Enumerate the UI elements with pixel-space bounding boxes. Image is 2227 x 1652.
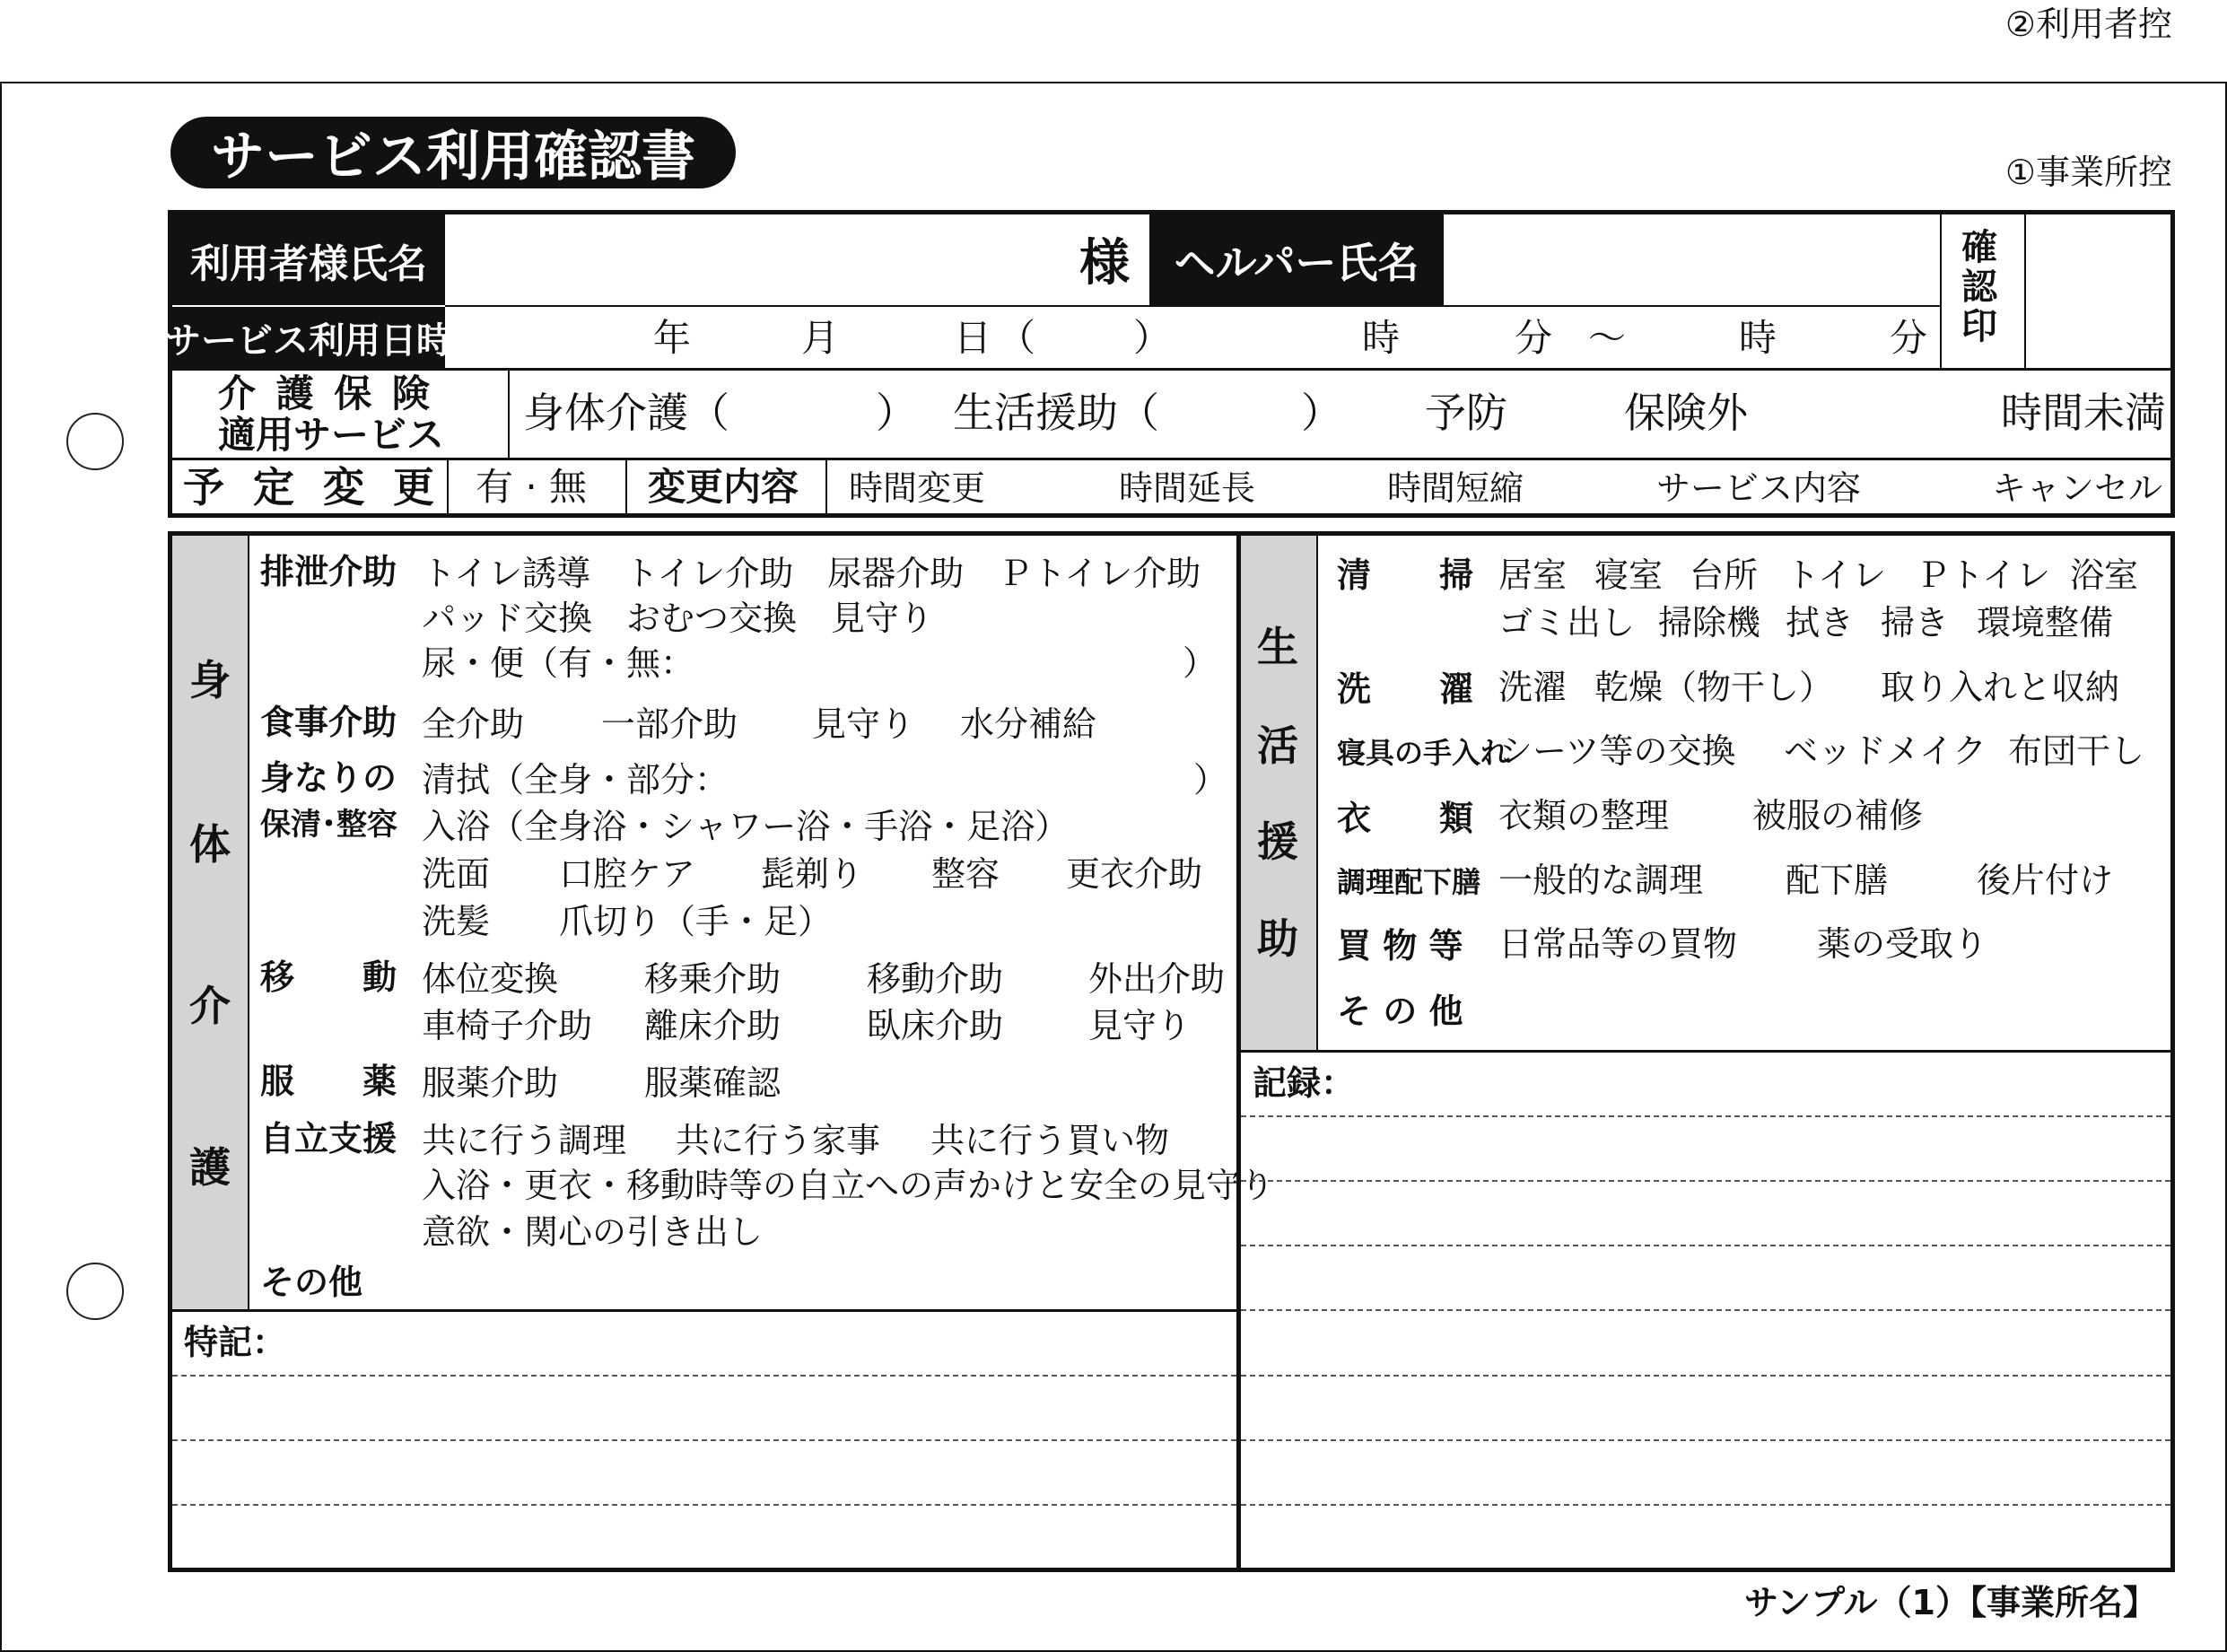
user-name-label: 利用者様氏名	[172, 214, 445, 305]
punch-hole-top	[66, 413, 124, 470]
cooking-item[interactable]: 後片付け	[1977, 861, 2114, 900]
section-char: 助	[1257, 914, 1298, 963]
meal-label: 食事介助	[260, 703, 397, 742]
independence-item[interactable]: 共に行う調理	[422, 1121, 627, 1160]
hygiene-item[interactable]: 髭剃り	[761, 854, 864, 894]
cooking-label: 調理配下膳	[1337, 865, 1481, 899]
year-unit: 年	[653, 316, 692, 360]
plan-change-label: 予 定 変 更	[183, 463, 442, 511]
cleaning-item[interactable]: 居室	[1498, 555, 1568, 595]
physical-care-close: ）	[876, 389, 917, 437]
movement-item[interactable]: 車椅子介助	[422, 1006, 593, 1045]
excretion-line2[interactable]: パッド交換 おむつ交換 見守り	[422, 599, 934, 638]
form-title: サービス利用確認書	[170, 117, 736, 188]
cleaning-item[interactable]: Ｐトイレ	[1916, 555, 2051, 595]
shorten-time-option[interactable]: 時間短縮	[1387, 468, 1524, 508]
cleaning-item[interactable]: 寝室	[1594, 555, 1664, 595]
copy-label-office: ①事業所控	[2004, 153, 2172, 192]
independence-item[interactable]: 共に行う買い物	[930, 1121, 1170, 1160]
meal-item[interactable]: 見守り	[812, 704, 915, 744]
section-char: 介	[189, 982, 231, 1030]
month-unit: 月	[801, 316, 840, 360]
footer-office-name: サンプル（1）【事業所名】	[1743, 1583, 2157, 1622]
cooking-item[interactable]: 一般的な調理	[1498, 861, 1704, 900]
cleaning-item[interactable]: 掃除機	[1658, 603, 1761, 642]
notes-label: 特記：	[184, 1323, 287, 1362]
day-unit: 日	[954, 316, 992, 360]
weekday-open: （	[998, 316, 1036, 360]
excretion-line3[interactable]: 尿・便（有・無：	[422, 643, 695, 683]
start-minute-unit: 分	[1515, 316, 1553, 360]
movement-item[interactable]: 離床介助	[644, 1006, 782, 1045]
user-name-field[interactable]	[445, 214, 1149, 305]
life-support-option[interactable]: 生活援助（	[953, 389, 1159, 437]
clothing-item[interactable]: 衣類の整理	[1498, 796, 1670, 835]
cleaning-item[interactable]: ゴミ出し	[1498, 603, 1636, 642]
laundry-label: 洗 濯	[1337, 669, 1474, 709]
copy-label-user: ②利用者控	[2004, 4, 2172, 44]
time-range-tilde: ～	[1588, 316, 1627, 360]
bedding-item[interactable]: ベッドメイク	[1784, 731, 1987, 771]
hygiene-item[interactable]: 整容	[931, 854, 1000, 894]
change-time-option[interactable]: 時間変更	[849, 468, 986, 508]
end-hour-unit: 時	[1739, 316, 1777, 360]
non-insurance-option[interactable]: 保険外	[1624, 389, 1748, 437]
excretion-line1[interactable]: トイレ誘導 トイレ介助 尿器介助 Ｐトイレ介助	[422, 554, 1201, 593]
meal-item[interactable]: 全介助	[422, 704, 525, 744]
shopping-label: 買 物 等	[1337, 926, 1463, 966]
bedding-item[interactable]: 布団干し	[2008, 731, 2145, 771]
hygiene-bathing[interactable]: 入浴（全身浴・シャワー浴・手浴・足浴）	[422, 807, 1070, 846]
clothing-label: 衣 類	[1337, 799, 1474, 838]
movement-item[interactable]: 体位変換	[422, 959, 559, 999]
bedding-item[interactable]: シーツ等の交換	[1498, 731, 1736, 771]
excretion-label: 排泄介助	[260, 552, 397, 591]
movement-item[interactable]: 見守り	[1088, 1006, 1192, 1045]
cleaning-item[interactable]: 台所	[1690, 555, 1759, 595]
section-char: 生	[1257, 623, 1298, 671]
section-char: 護	[189, 1143, 231, 1192]
hygiene-item[interactable]: 洗面	[422, 854, 491, 894]
helper-name-field[interactable]	[1444, 214, 1940, 305]
section-char: 体	[189, 820, 231, 869]
movement-item[interactable]: 外出介助	[1088, 959, 1226, 999]
medication-label: 服 薬	[260, 1062, 397, 1101]
medication-item[interactable]: 服薬確認	[644, 1063, 782, 1103]
change-content-label: 変更内容	[648, 465, 799, 509]
independence-item[interactable]: 共に行う家事	[676, 1121, 881, 1160]
hygiene-item[interactable]: 洗髪	[422, 902, 491, 941]
weekday-close: ）	[1133, 316, 1172, 360]
hygiene-label-2: 保清･整容	[260, 807, 397, 843]
hygiene-label-1: 身なりの	[260, 758, 397, 798]
right-other-label: そ の 他	[1337, 992, 1463, 1031]
independence-line2[interactable]: 入浴・更衣・移動時等の自立への声かけと安全の見守り	[422, 1166, 1275, 1205]
independence-line3[interactable]: 意欲・関心の引き出し	[422, 1212, 764, 1252]
service-content-option[interactable]: サービス内容	[1656, 468, 1862, 508]
hygiene-bed-bath-close: ）	[1193, 760, 1228, 800]
end-minute-unit: 分	[1890, 316, 1928, 360]
movement-label: 移 動	[260, 957, 397, 997]
physical-care-option[interactable]: 身体介護（	[523, 389, 729, 437]
left-other-label: その他	[260, 1263, 363, 1302]
cleaning-item[interactable]: 浴室	[2070, 555, 2139, 595]
datetime-label: サービス利用日時	[172, 307, 445, 368]
independence-label: 自立支援	[260, 1119, 397, 1158]
under-time-option[interactable]: 時間未満	[2001, 389, 2166, 437]
record-label: 記録：	[1253, 1063, 1356, 1103]
life-support-close: ）	[1301, 389, 1342, 437]
section-char: 活	[1257, 721, 1298, 770]
bedding-label: 寝具の手入れ	[1337, 736, 1510, 770]
extend-time-option[interactable]: 時間延長	[1119, 468, 1256, 508]
shopping-item[interactable]: 薬の受取り	[1817, 924, 1988, 964]
movement-item[interactable]: 臥床介助	[867, 1006, 1004, 1045]
laundry-item[interactable]: 取り入れと収納	[1881, 668, 2120, 707]
section-char: 援	[1257, 817, 1298, 866]
cleaning-item[interactable]: トイレ	[1786, 555, 1887, 595]
hygiene-item[interactable]: 口腔ケア	[559, 854, 696, 894]
insurance-label-line2: 適用サービス	[218, 413, 445, 457]
hygiene-item[interactable]: 更衣介助	[1066, 854, 1203, 894]
laundry-item[interactable]: 洗濯	[1498, 668, 1568, 707]
cleaning-item[interactable]: 環境整備	[1977, 603, 2114, 642]
excretion-close: ）	[1183, 643, 1218, 683]
laundry-item[interactable]: 乾燥（物干し）	[1594, 668, 1834, 707]
hygiene-bed-bath[interactable]: 清拭（全身・部分：	[422, 760, 729, 800]
hygiene-item[interactable]: 爪切り（手・足）	[559, 902, 833, 941]
yes-no-option[interactable]: 有 · 無	[476, 465, 588, 509]
clothing-item[interactable]: 被服の補修	[1752, 796, 1924, 835]
start-hour-unit: 時	[1362, 316, 1401, 360]
cleaning-label: 清 掃	[1337, 555, 1474, 595]
section-char: 身	[189, 656, 231, 704]
confirm-seal-box[interactable]	[2026, 214, 2170, 368]
shopping-item[interactable]: 日常品等の買物	[1498, 924, 1738, 964]
cancel-option[interactable]: キャンセル	[1992, 468, 2163, 508]
meal-item[interactable]: 水分補給	[960, 704, 1097, 744]
punch-hole-bottom	[66, 1263, 124, 1320]
cleaning-item[interactable]: 拭き	[1786, 603, 1855, 642]
sama-suffix: 様	[1079, 234, 1130, 293]
physical-care-section-bar	[172, 536, 248, 1309]
movement-item[interactable]: 移動介助	[867, 959, 1004, 999]
prevention-option[interactable]: 予防	[1425, 389, 1507, 437]
movement-item[interactable]: 移乗介助	[644, 959, 782, 999]
insurance-label-line1: 介 護 保 険	[218, 371, 433, 415]
medication-item[interactable]: 服薬介助	[422, 1063, 559, 1103]
cooking-item[interactable]: 配下膳	[1786, 861, 1889, 900]
cleaning-item[interactable]: 掃き	[1881, 603, 1950, 642]
meal-item[interactable]: 一部介助	[601, 704, 738, 744]
life-support-section-bar	[1241, 536, 1316, 1050]
confirm-seal-label: 確 認 印	[1961, 227, 1997, 347]
helper-name-label: ヘルパー氏名	[1149, 214, 1444, 305]
